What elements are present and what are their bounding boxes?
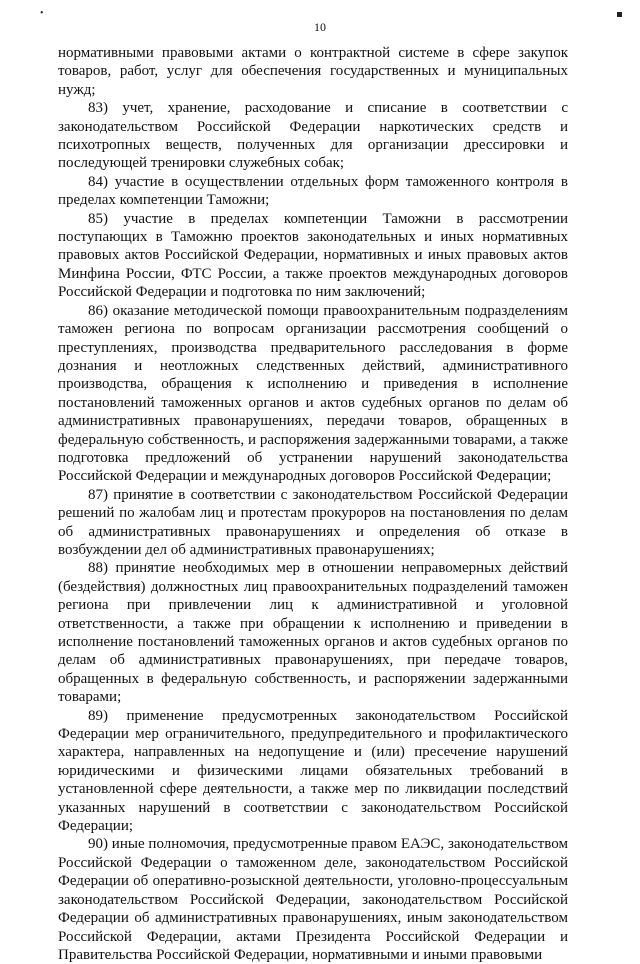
scan-mark <box>617 12 622 17</box>
paragraph-87: 87) принятие в соответствии с законодательством Российской Федерации решений по жалобам лиц и протестам прокуроров на постановления по делам об административных правонарушениях и определения об отказе в возбуждении дел об административных правонарушениях; <box>58 486 568 558</box>
paragraph-86: 86) оказание методической помощи правоохранительным подразделениям таможен региона по вопросам организации рассмотрения сообщений о преступлениях, производства предварительного расследования в форме дознания и неотложных следственных действий, административного производства, обращения к исполнению и приведения в исполнение постановлений таможенных органов и актов судебных органов по делам об административных правонарушениях, передачи товаров, обращенных в федеральную собственность, и распоряжения задержанными товарами, а также подготовка предложений об устранении нарушений законодательства Российской Федерации и международных договоров Российской Федерации; <box>58 302 568 485</box>
paragraph-90: 90) иные полномочия, предусмотренные правом ЕАЭС, законодательством Российской Федерации о таможенном деле, законодательством Российской Федерации об оперативно-розыскной деятельности, уголовно-процессуальным законодательством Российской Федерации, законодательством Российской Федерации об административных правонарушениях, иным законодательством Российской Федерации, актами Президента Российской Федерации и Правительства Российской Федерации, нормативными и иными правовыми <box>58 836 568 963</box>
document-body <box>58 44 568 964</box>
paragraph-83: 83) учет, хранение, расходование и списание в соответствии с законодательством Российской Федерации наркотических средств и психотропных веществ, полученных для организации дрессировки и последующей тренировки служебных собак; <box>58 100 568 172</box>
paragraph-88: 88) принятие необходимых мер в отношении неправомерных действий (бездействия) должностных лиц правоохранительных подразделений таможен региона при привлечении лиц к административной и уголовной ответственности, а также при обращении к исполнению и приведении в исполнение постановлений таможенных органов и актов судебных органов по делам об административных правонарушениях, при передаче товаров, обращенных в федеральную собственность, и распоряжении задержанными товарами; <box>58 560 568 706</box>
paragraph-85: 85) участие в пределах компетенции Таможни в рассмотрении поступающих в Таможню проектов законодательных и иных нормативных правовых актов Российской Федерации, нормативных и иных правовых актов Минфина России, ФТС России, а также проектов международных договоров Российской Федерации и подготовка по ним заключений; <box>58 210 568 301</box>
paragraph-continuation: нормативными правовыми актами о контрактной системе в сфере закупок товаров, работ, услуг для обеспечения государственных и муниципальных нужд; <box>58 45 568 98</box>
paragraph-84: 84) участие в осуществлении отдельных форм таможенного контроля в пределах компетенции Таможни; <box>58 173 568 209</box>
corner-mark: • <box>40 8 44 19</box>
paragraph-89: 89) применение предусмотренных законодательством Российской Федерации мер ограничительного, предупредительного и профилактического характера, направленных на недопущение и (или) пресечение нарушений юридическими и физическими лицами обязательных требований в установленной сфере деятельности, а также мер по ликвидации последствий указанных нарушений в соответствии с законодательством Российской Федерации; <box>58 707 568 835</box>
page-number: 10 <box>314 20 326 34</box>
